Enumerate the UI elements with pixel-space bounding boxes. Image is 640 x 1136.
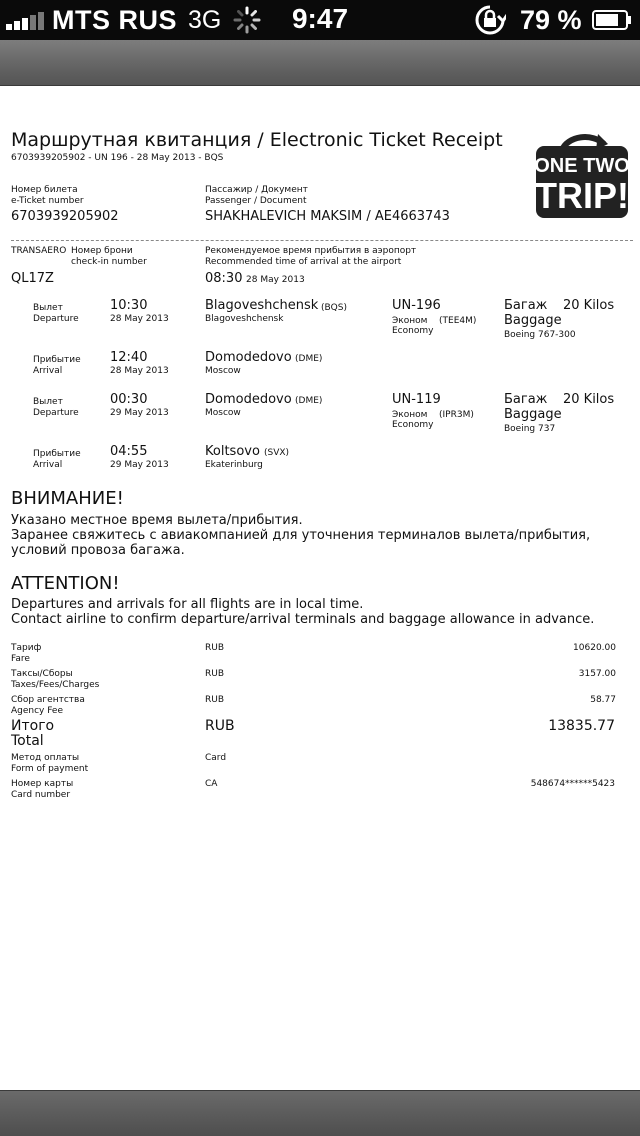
ticket-receipt-document[interactable]	[0, 86, 640, 1090]
departure-city: Blagoveshchensk	[205, 314, 284, 324]
onetwotrip-logo	[532, 128, 632, 220]
departure-date: 29 May 2013	[110, 408, 169, 418]
fare-label-en: Fare	[11, 654, 30, 664]
fare-class-en: Economy	[392, 326, 434, 336]
page-title: Маршрутная квитанция / Electronic Ticket Receipt	[11, 129, 503, 151]
arrival-city: Moscow	[205, 366, 241, 376]
aircraft-type: Boeing 737	[504, 424, 556, 434]
arrival-label-ru: Прибытие	[33, 355, 81, 365]
fare-class-ru: Эконом	[392, 410, 428, 420]
battery-icon	[592, 10, 632, 30]
status-bar	[0, 0, 640, 40]
ticket-label-ru: Номер билета	[11, 185, 78, 195]
total-label-ru: Итого	[11, 718, 55, 734]
arrival-time: 04:55	[110, 444, 148, 459]
card-number: 548674******5423	[530, 779, 615, 789]
departure-airport-code: (BQS)	[321, 303, 347, 313]
passenger-label-en: Passenger / Document	[205, 196, 307, 206]
carrier-name: MTS RUS	[52, 5, 177, 35]
departure-city: Moscow	[205, 408, 241, 418]
departure-date: 28 May 2013	[110, 314, 169, 324]
fare-amount: 10620.00	[573, 643, 616, 653]
taxes-label-en: Taxes/Fees/Charges	[11, 680, 100, 690]
attention-line1-ru: Указано местное время вылета/прибытия.	[11, 513, 303, 528]
arrival-airport: Koltsovo	[205, 444, 260, 459]
network-type: 3G	[188, 6, 222, 34]
fare-basis-code: (TEE4M)	[439, 316, 477, 326]
card-label-ru: Номер карты	[11, 779, 74, 789]
rotation-lock-icon	[474, 4, 506, 36]
agency-fee-label-ru: Сбор агентства	[11, 695, 85, 705]
taxes-label-ru: Таксы/Сборы	[11, 669, 73, 679]
ticket-label-en: e-Ticket number	[11, 196, 84, 206]
arrival-label-en: Arrival	[33, 460, 63, 470]
fare-label-ru: Тариф	[11, 643, 42, 653]
bottom-toolbar[interactable]	[0, 1090, 640, 1136]
total-currency: RUB	[205, 718, 235, 734]
top-toolbar[interactable]	[0, 40, 640, 86]
arrival-airport: Domodedovo	[205, 350, 292, 365]
fare-basis-code: (IPR3M)	[439, 410, 474, 420]
attention-heading-ru: ВНИМАНИЕ!	[11, 488, 124, 509]
baggage-label-ru: Багаж	[504, 298, 548, 313]
departure-time: 10:30	[110, 298, 148, 313]
departure-label-ru: Вылет	[33, 397, 63, 407]
logo-line2: TRIP!	[535, 175, 629, 216]
passenger-label-ru: Пассажир / Документ	[205, 185, 308, 195]
total-amount: 13835.77	[548, 718, 615, 734]
taxes-amount: 3157.00	[578, 669, 616, 679]
ticket-number: 6703939205902	[11, 209, 119, 224]
card-type: CA	[205, 779, 218, 789]
checkin-date: 28 May 2013	[246, 275, 305, 285]
attention-line2-ru: Заранее свяжитесь с авиакомпанией для уточнения терминалов вылета/прибытия, условий провоза багажа.	[11, 528, 591, 558]
receipt-subtitle: 6703939205902 - UN 196 - 28 May 2013 - BQS	[11, 153, 224, 163]
payment-label-ru: Метод оплаты	[11, 753, 80, 763]
departure-label-en: Departure	[33, 408, 79, 418]
booking-label-ru: Номер брони	[71, 246, 133, 256]
flight-number: UN-119	[392, 392, 441, 407]
departure-airport: Blagoveshchensk	[205, 298, 319, 313]
baggage-label-ru: Багаж	[504, 392, 548, 407]
attention-line2-en: Contact airline to confirm departure/arrival terminals and baggage allowance in advance.	[11, 612, 595, 627]
aircraft-type: Boeing 767-300	[504, 330, 576, 340]
departure-airport-code: (DME)	[295, 396, 323, 406]
arrival-label-en: Arrival	[33, 366, 63, 376]
baggage-label-en: Baggage	[504, 313, 562, 328]
booking-label-en: check-in number	[71, 257, 147, 267]
arrival-airport-code: (SVX)	[264, 448, 290, 458]
arrival-airport-code: (DME)	[295, 354, 323, 364]
attention-heading-en: ATTENTION!	[11, 573, 120, 594]
logo-line1: ONE TWO	[534, 155, 630, 177]
fare-class-en: Economy	[392, 420, 434, 430]
agency-fee-amount: 58.77	[590, 695, 616, 705]
payment-label-en: Form of payment	[11, 764, 89, 774]
arrival-label-ru: Прибытие	[33, 449, 81, 459]
total-label-en: Total	[11, 733, 44, 749]
checkin-label-ru: Рекомендуемое время прибытия в аэропорт	[205, 246, 417, 256]
baggage-allowance: 20 Kilos	[563, 392, 615, 407]
baggage-allowance: 20 Kilos	[563, 298, 615, 313]
taxes-currency: RUB	[205, 669, 225, 679]
payment-method: Card	[205, 753, 227, 763]
battery-percentage: 79 %	[520, 5, 582, 35]
agency-fee-label-en: Agency Fee	[11, 706, 64, 716]
departure-label-ru: Вылет	[33, 303, 63, 313]
booking-code: QL17Z	[11, 271, 54, 286]
divider	[11, 240, 633, 241]
arrival-city: Ekaterinburg	[205, 460, 263, 470]
passenger-value: SHAKHALEVICH MAKSIM / AE4663743	[205, 209, 450, 224]
departure-label-en: Departure	[33, 314, 79, 324]
arrival-date: 28 May 2013	[110, 366, 169, 376]
flight-number: UN-196	[392, 298, 441, 313]
agency-fee-currency: RUB	[205, 695, 225, 705]
arrival-time: 12:40	[110, 350, 148, 365]
baggage-label-en: Baggage	[504, 407, 562, 422]
departure-time: 00:30	[110, 392, 148, 407]
arrival-date: 29 May 2013	[110, 460, 169, 470]
departure-airport: Domodedovo	[205, 392, 292, 407]
fare-currency: RUB	[205, 643, 225, 653]
fare-class-ru: Эконом	[392, 316, 428, 326]
airline-name: TRANSAERO	[11, 246, 67, 256]
card-label-en: Card number	[11, 790, 71, 800]
checkin-time: 08:30	[205, 271, 243, 286]
attention-line1-en: Departures and arrivals for all flights are in local time.	[11, 597, 364, 612]
clock: 9:47	[291, 3, 349, 34]
checkin-label-en: Recommended time of arrival at the airport	[205, 257, 402, 267]
